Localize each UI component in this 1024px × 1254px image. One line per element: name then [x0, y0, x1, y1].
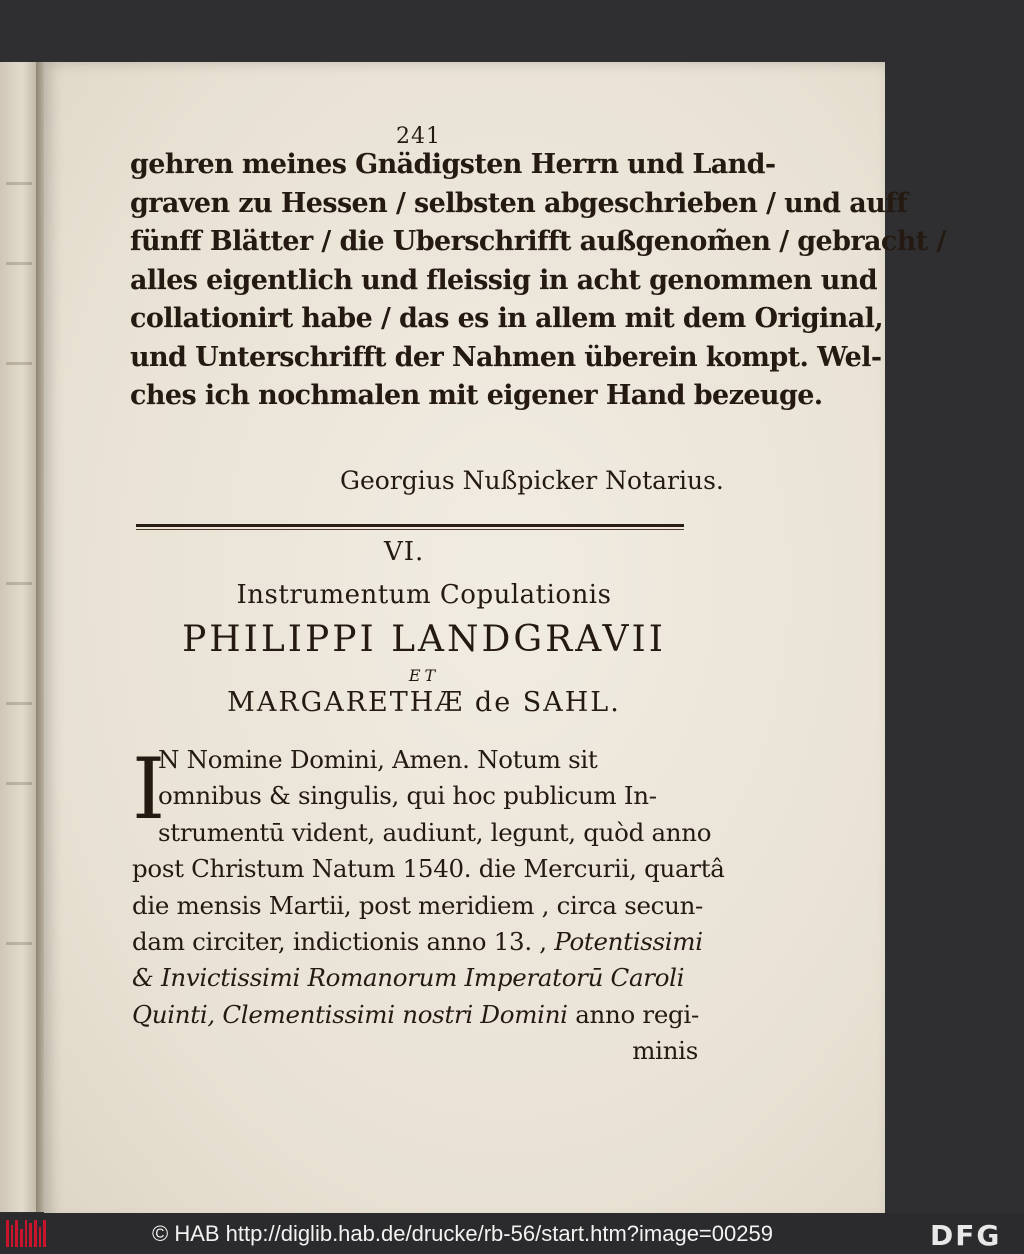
- text-line: fünff Blätter / die Uberschrifft außgenom̃en / gebracht /: [130, 226, 946, 257]
- bleed-mark: [6, 182, 32, 185]
- text-line: N Nomine Domini, Amen. Notum sit: [158, 745, 598, 774]
- bleed-mark: [6, 582, 32, 585]
- hab-logo-icon: [6, 1220, 46, 1247]
- dfg-logo: DFG: [930, 1219, 1002, 1252]
- section-number: VI.: [384, 537, 425, 567]
- text-line: gehren meines Gnädigsten Herrn und Land-: [130, 149, 776, 180]
- text-line: [132, 960, 698, 996]
- section-divider-thin: [136, 529, 684, 530]
- italic-run: & Invictissimi Romanorum Imperatorū Caroli: [132, 963, 685, 993]
- bleed-mark: [6, 942, 32, 945]
- copyright-link[interactable]: © HAB http://diglib.hab.de/drucke/rb-56/start.htm?image=00259: [152, 1221, 773, 1246]
- text-line: die mensis Martii, post meridiem , circa secun-: [132, 890, 704, 920]
- drop-cap: I: [132, 740, 166, 838]
- title-line-1: Instrumentum Copulationis: [236, 580, 612, 610]
- bleed-mark: [6, 782, 32, 785]
- text-line: collationirt habe / das es in allem mit dem Original,: [130, 303, 884, 334]
- fraktur-paragraph: [130, 146, 946, 416]
- text-line: [132, 924, 703, 960]
- bleed-mark: [6, 362, 32, 365]
- text-run: anno regi-: [575, 999, 699, 1029]
- text-line: alles eigentlich und fleissig in acht genommen und: [130, 264, 878, 296]
- title-line-3: MARGARETHÆ de SAHL.: [227, 687, 621, 718]
- text-line: graven zu Hessen / selbsten abgeschrieben / und auff: [130, 187, 908, 219]
- book-page: [44, 62, 946, 1213]
- italic-run: Potentissimi: [554, 927, 703, 957]
- page-number: 241: [396, 124, 441, 149]
- bleed-mark: [6, 262, 32, 265]
- section-divider: [136, 524, 684, 527]
- text-run: dam circiter, indictionis anno 13. ,: [132, 927, 547, 957]
- notary-signature-line: Georgius Nußpicker Notarius.: [340, 466, 724, 495]
- previous-page-edge: [0, 62, 40, 1212]
- text-line: ches ich nochmalen mit eigener Hand bezeuge.: [130, 380, 823, 411]
- text-line: omnibus & singulis, qui hoc publicum In-: [158, 781, 657, 811]
- text-line: [132, 997, 698, 1033]
- title-line-2: PHILIPPI LANDGRAVII: [182, 619, 666, 660]
- title-et: ET: [408, 666, 440, 685]
- text-line: strumentū vident, audiunt, legunt, quòd anno: [158, 817, 712, 847]
- italic-run: Quinti, Clementissimi nostri Domini: [132, 999, 568, 1029]
- bleed-mark: [6, 702, 32, 705]
- latin-paragraph: [132, 742, 725, 1070]
- viewer-footer: [0, 1213, 1024, 1254]
- text-line: post Christum Natum 1540. die Mercurii, quartâ: [132, 854, 725, 884]
- catchword: minis: [632, 1036, 698, 1066]
- text-line: und Unterschrifft der Nahmen überein kompt. Wel-: [130, 341, 882, 373]
